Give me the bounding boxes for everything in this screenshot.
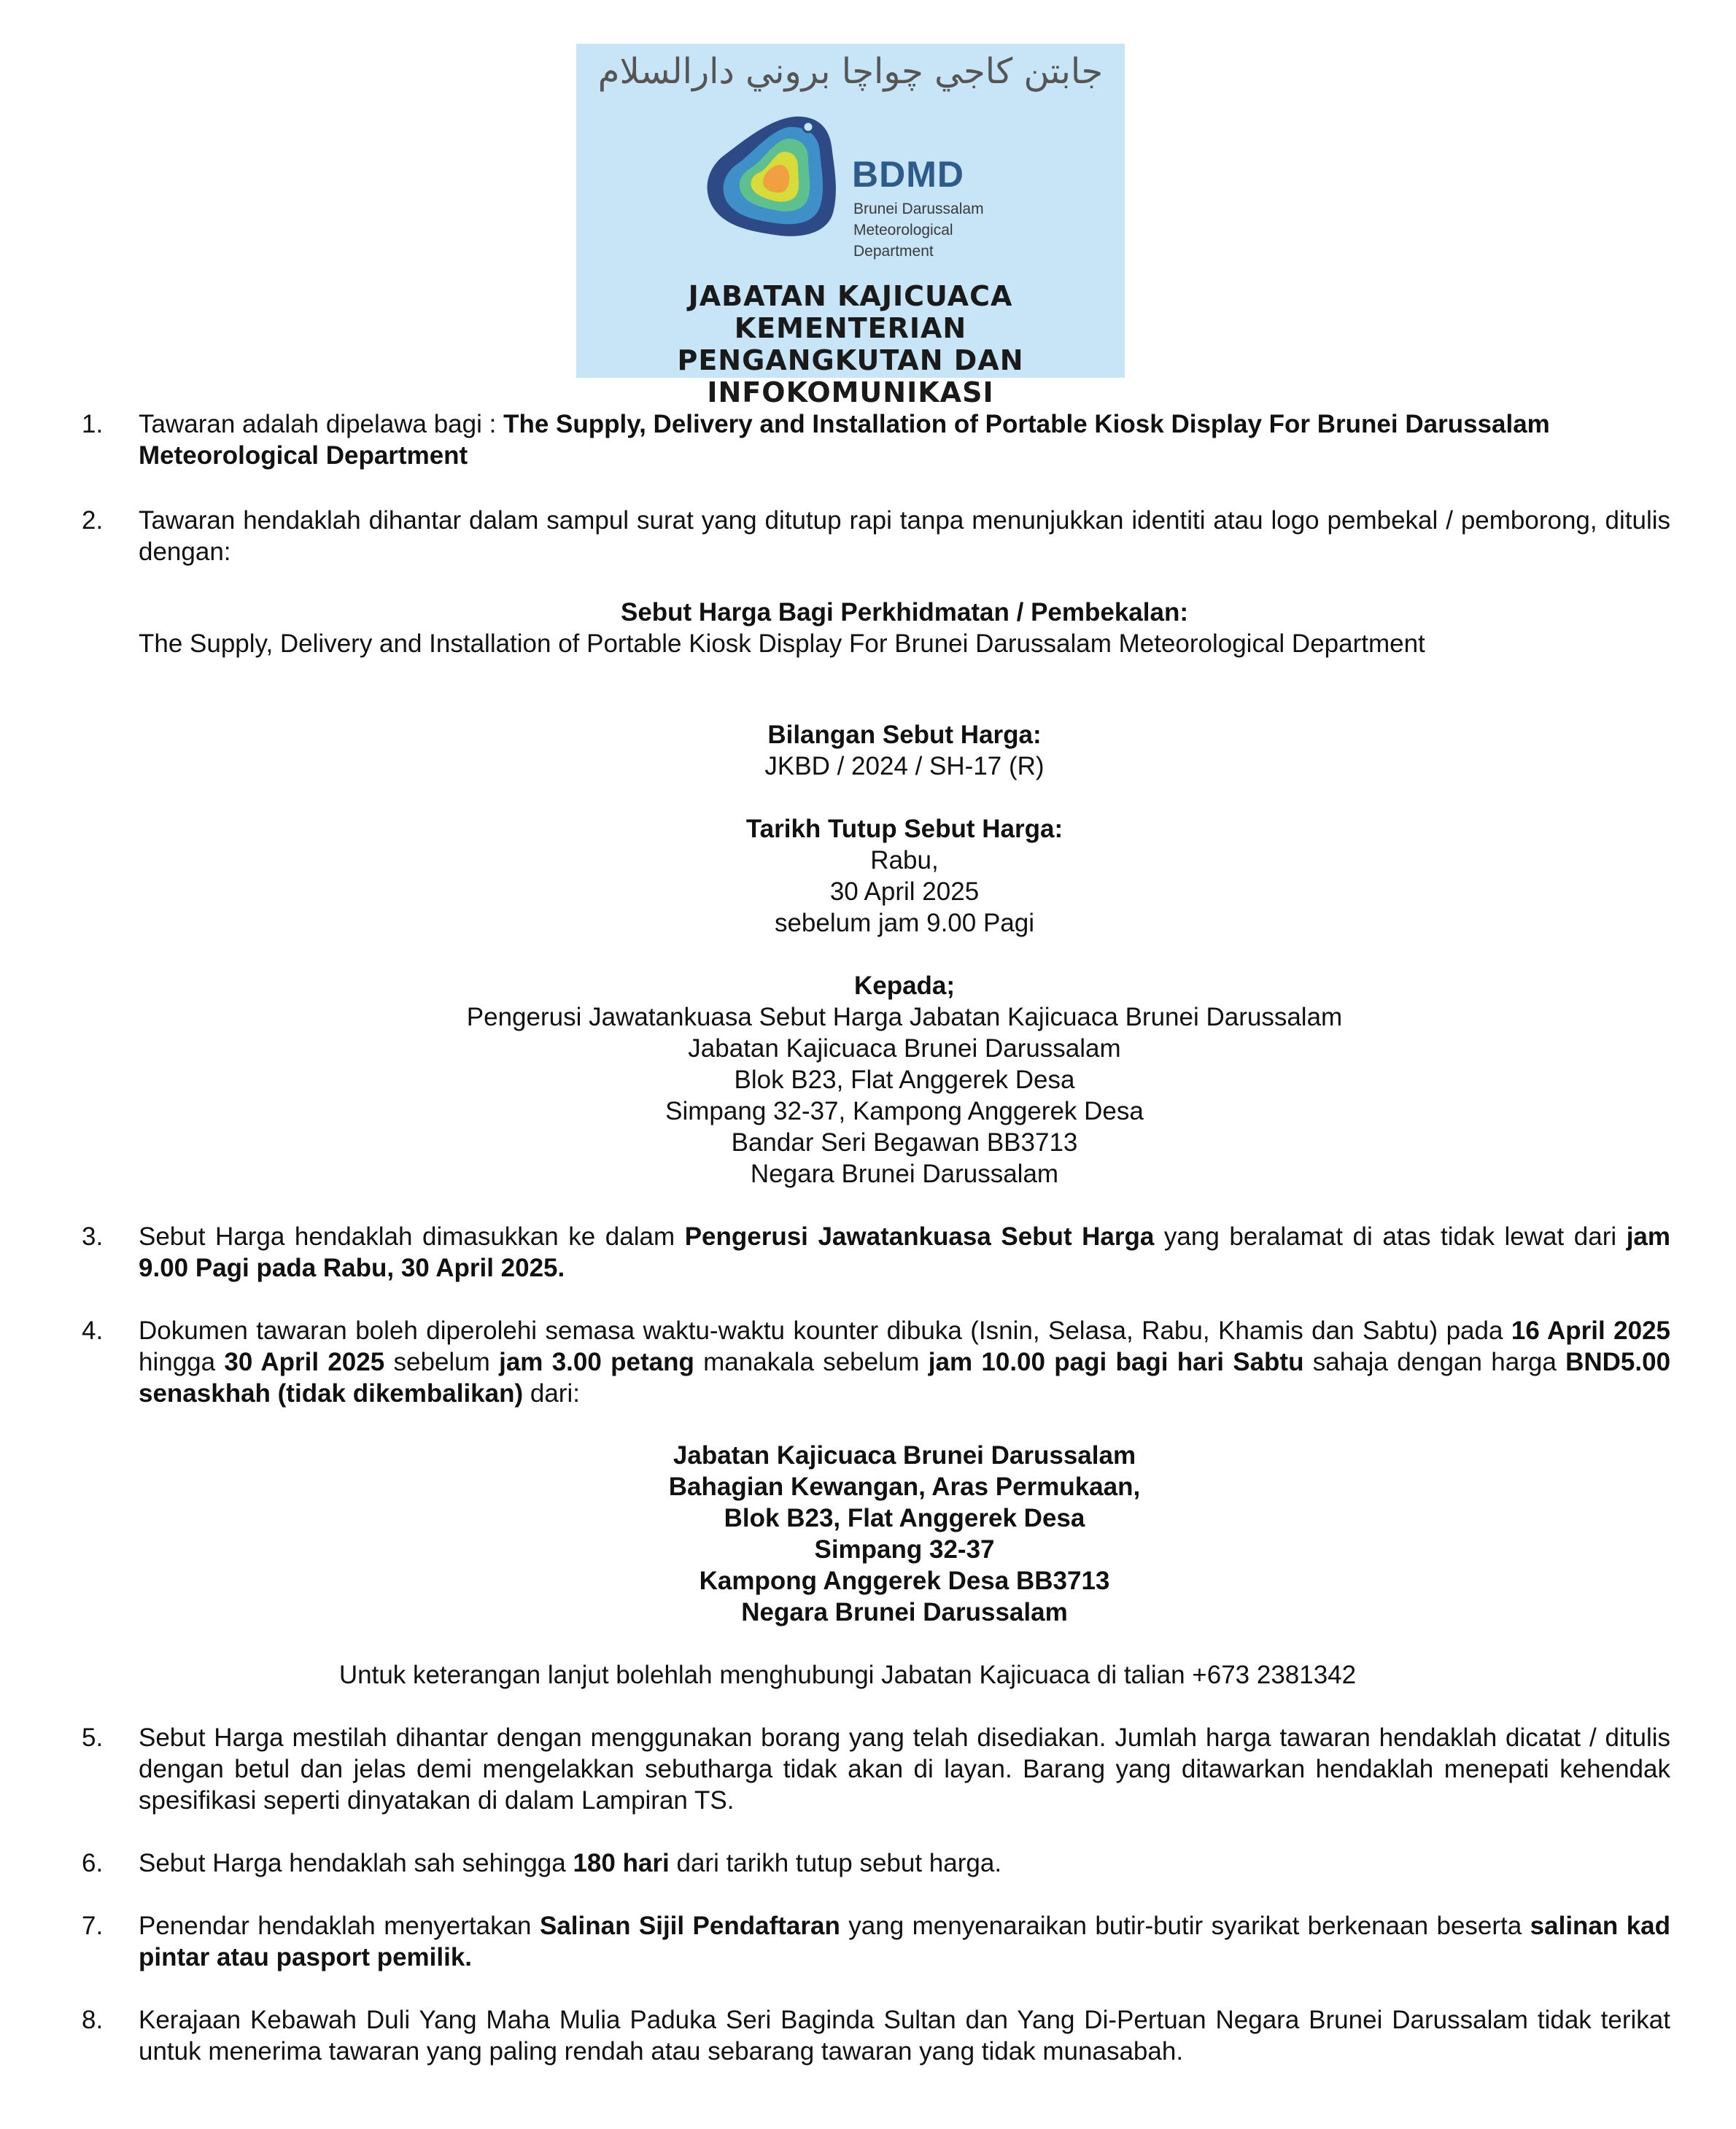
clause-text: Penendar hendaklah menyertakan Salinan Sijil Pendaftaran yang menyenaraikan butir-butir syarikat berkenaan beserta salinan kad pintar atau pasport pemilik.	[139, 1912, 1671, 1971]
closing-day: Rabu,	[870, 846, 939, 875]
closing-time: sebelum jam 9.00 Pagi	[774, 909, 1035, 937]
closing-date: 30 April 2025	[829, 877, 980, 906]
logo-acronym: BDMD	[852, 154, 964, 195]
clause-number: 3.	[82, 1222, 104, 1251]
clause-number: 1.	[82, 410, 104, 438]
clause-text: Tawaran adalah dipelawa bagi : The Supply, Delivery and Installation of Portable Kiosk Display For Brunei Darussalam Meteorological Department	[139, 410, 1550, 470]
addressee-line: Negara Brunei Darussalam	[750, 1160, 1059, 1188]
quotation-number: JKBD / 2024 / SH-17 (R)	[764, 752, 1045, 780]
collection-address-line: Blok B23, Flat Anggerek Desa	[724, 1504, 1085, 1532]
department-logo	[576, 44, 1125, 408]
collection-address-line: Jabatan Kajicuaca Brunei Darussalam	[673, 1441, 1136, 1470]
addressee-line: Blok B23, Flat Anggerek Desa	[734, 1066, 1075, 1094]
logo-dept-name-en: Brunei Darussalam Meteorological Department	[853, 201, 984, 260]
addressee-label: Kepada;	[853, 972, 956, 1000]
collection-address-line: Kampong Anggerek Desa BB3713	[699, 1567, 1110, 1595]
closing-date-label: Tarikh Tutup Sebut Harga:	[745, 815, 1063, 843]
collection-address-line: Negara Brunei Darussalam	[741, 1598, 1068, 1626]
quotation-number-label: Bilangan Sebut Harga:	[767, 721, 1042, 749]
collection-address-line: Bahagian Kewangan, Aras Permukaan,	[668, 1473, 1141, 1501]
clause-number: 6.	[82, 1849, 104, 1877]
clause-text: Dokumen tawaran boleh diperolehi semasa waktu-waktu kounter dibuka (Isnin, Selasa, Rabu, Khamis dan Sabtu) pada 16 April 2025 hingga 30 April 2025 sebelum jam 3.00 petang manakala sebelum jam 10.00 pagi bagi hari Sabtu sahaja dengan harga BND5.00 senaskhah (tidak dikembalikan) dari:	[139, 1316, 1671, 1408]
clause-text: Sebut Harga hendaklah dimasukkan ke dalam Pengerusi Jawatankuasa Sebut Harga yang beralamat di atas tidak lewat dari jam 9.00 Pagi pada Rabu, 30 April 2025.	[139, 1222, 1670, 1282]
envelope-heading: Sebut Harga Bagi Perkhidmatan / Pembekalan:	[620, 598, 1188, 627]
addressee-line: Bandar Seri Begawan BB3713	[731, 1128, 1078, 1157]
clause-number: 2.	[82, 506, 104, 535]
tender-title: The Supply, Delivery and Installation of Portable Kiosk Display For Brunei Darussalam Meteorological Department	[139, 410, 1550, 470]
envelope-subject: The Supply, Delivery and Installation of Portable Kiosk Display For Brunei Darussalam Meteorological Department	[139, 629, 1425, 658]
meteorological-emblem-icon	[699, 111, 845, 242]
clause-text: Tawaran hendaklah dihantar dalam sampul surat yang ditutup rapi tanpa menunjukkan identiti atau logo pembekal / pemborong, ditulis dengan:	[139, 506, 1670, 566]
clause-number: 8.	[82, 2006, 104, 2034]
clause-text: Sebut Harga mestilah dihantar dengan menggunakan borang yang telah disediakan. Jumlah harga tawaran hendaklah dicatat / ditulis dengan betul dan jelas demi mengelakkan sebutharga tidak akan di layan. Barang yang ditawarkan hendaklah menepati kehendak spesifikasi seperti dinyatakan di dalam Lampiran TS.	[139, 1723, 1670, 1815]
collection-address-line: Simpang 32-37	[814, 1535, 995, 1564]
logo-jawi-text: جابتن كاجي چواچا بروني دارالسلام	[597, 51, 1104, 92]
logo-dept-name-ms: JABATAN KAJICUACA KEMENTERIAN PENGANGKUTAN DAN INFOKOMUNIKASI	[677, 280, 1024, 408]
clause-number: 7.	[82, 1912, 104, 1940]
clause-text: Kerajaan Kebawah Duli Yang Maha Mulia Paduka Seri Baginda Sultan dan Yang Di-Pertuan Negara Brunei Darussalam tidak terikat untuk menerima tawaran yang paling rendah atau sebarang tawaran yang tidak munasabah.	[139, 2006, 1670, 2066]
clause-number: 4.	[82, 1316, 104, 1345]
addressee-line: Jabatan Kajicuaca Brunei Darussalam	[688, 1034, 1121, 1063]
addressee-line: Pengerusi Jawatankuasa Sebut Harga Jabatan Kajicuaca Brunei Darussalam	[466, 1003, 1343, 1031]
clause-number: 5.	[82, 1723, 104, 1752]
contact-info: Untuk keterangan lanjut bolehlah menghubungi Jabatan Kajicuaca di talian +673 2381342	[338, 1661, 1357, 1689]
addressee-line: Simpang 32-37, Kampong Anggerek Desa	[665, 1097, 1144, 1125]
clause-text: Sebut Harga hendaklah sah sehingga 180 hari dari tarikh tutup sebut harga.	[139, 1849, 1002, 1877]
